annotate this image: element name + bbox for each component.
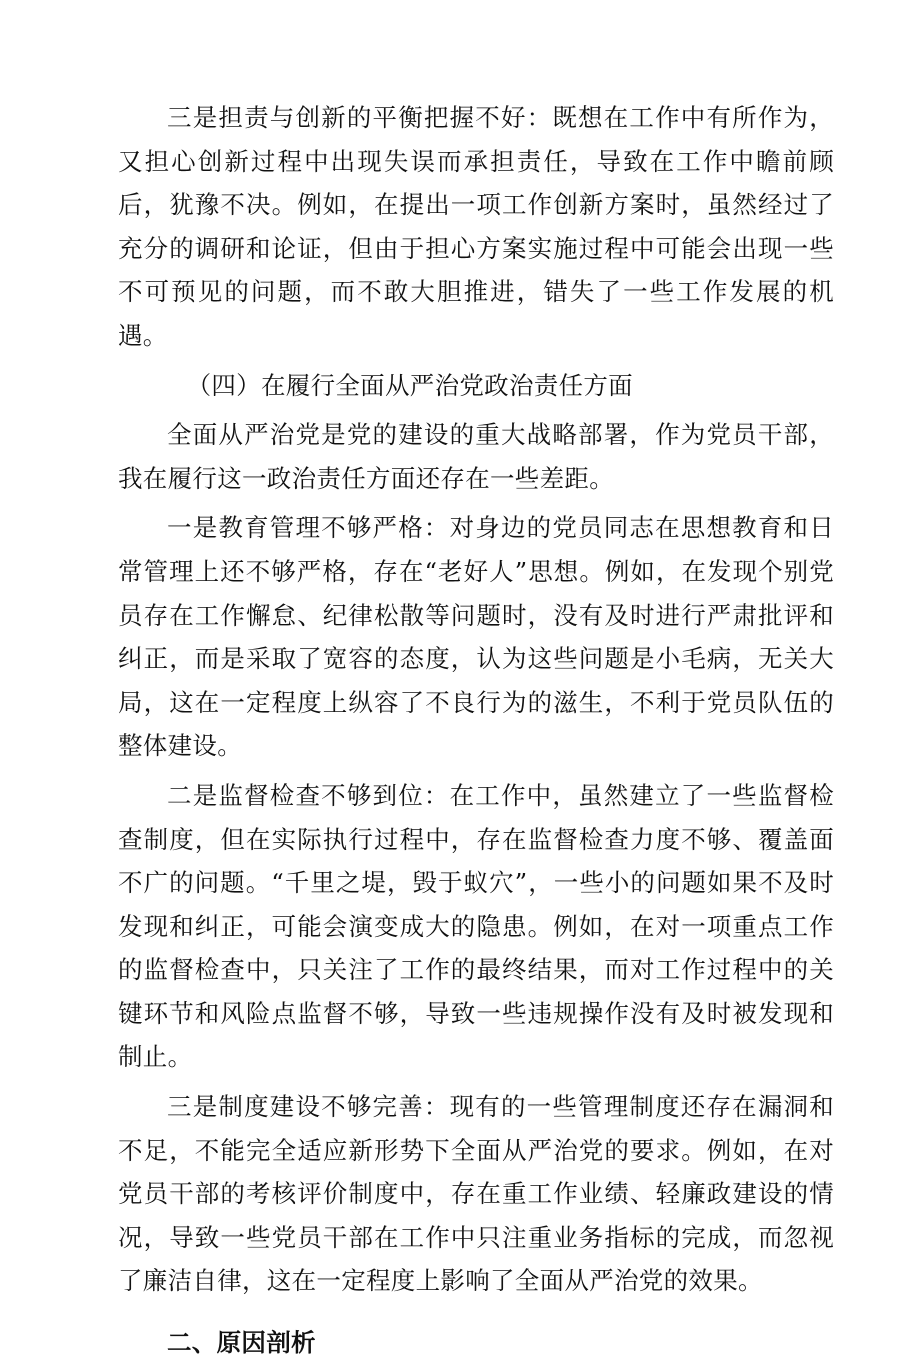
section-subheading-four: （四）在履行全面从严治党政治责任方面 — [186, 370, 633, 400]
paragraph-supervision-inspection: 二是监督检查不够到位：在工作中，虽然建立了一些监督检查制度，但在实际执行过程中，存在监督检查力度不够、覆盖面不广的问题。“千里之堤，毁于蚁穴”，一些小的问题如果不及时发现和纠正，可能会演变成大的隐患。例如，在对一项重点工作的监督检查中，只关注了工作的最终结果，而对工作过程中的关键环节和风险点监督不够，导致一些违规操作没有及时被发现和制止。 — [118, 780, 834, 1072]
paragraph-intro-party-governance: 全面从严治党是党的建设的重大战略部署，作为党员干部，我在履行这一政治责任方面还存在一些差距。 — [118, 420, 834, 493]
paragraph-education-management: 一是教育管理不够严格：对身边的党员同志在思想教育和日常管理上还不够严格，存在“老好人”思想。例如，在发现个别党员存在工作懈怠、纪律松散等问题时，没有及时进行严肃批评和纠正，而是采取了宽容的态度，认为这些问题是小毛病，无关大局，这在一定程度上纵容了不良行为的滋生，不利于党员队伍的整体建设。 — [118, 513, 834, 761]
section-heading-cause-analysis: 二、原因剖析 — [167, 1328, 316, 1358]
paragraph-balance-responsibility-innovation: 三是担责与创新的平衡把握不好：既想在工作中有所作为，又担心创新过程中出现失误而承担责任，导致在工作中瞻前顾后，犹豫不决。例如，在提出一项工作创新方案时，虽然经过了充分的调研和论证，但由于担心方案实施过程中可能会出现一些不可预见的问题，而不敢大胆推进，错失了一些工作发展的机遇。 — [118, 103, 834, 350]
paragraph-system-construction: 三是制度建设不够完善：现有的一些管理制度还存在漏洞和不足，不能完全适应新形势下全面从严治党的要求。例如，在对党员干部的考核评价制度中，存在重工作业绩、轻廉政建设的情况，导致一些党员干部在工作中只注重业务指标的完成，而忽视了廉洁自律，这在一定程度上影响了全面从严治党的效果。 — [118, 1092, 834, 1296]
document-body — [118, 96, 834, 1371]
